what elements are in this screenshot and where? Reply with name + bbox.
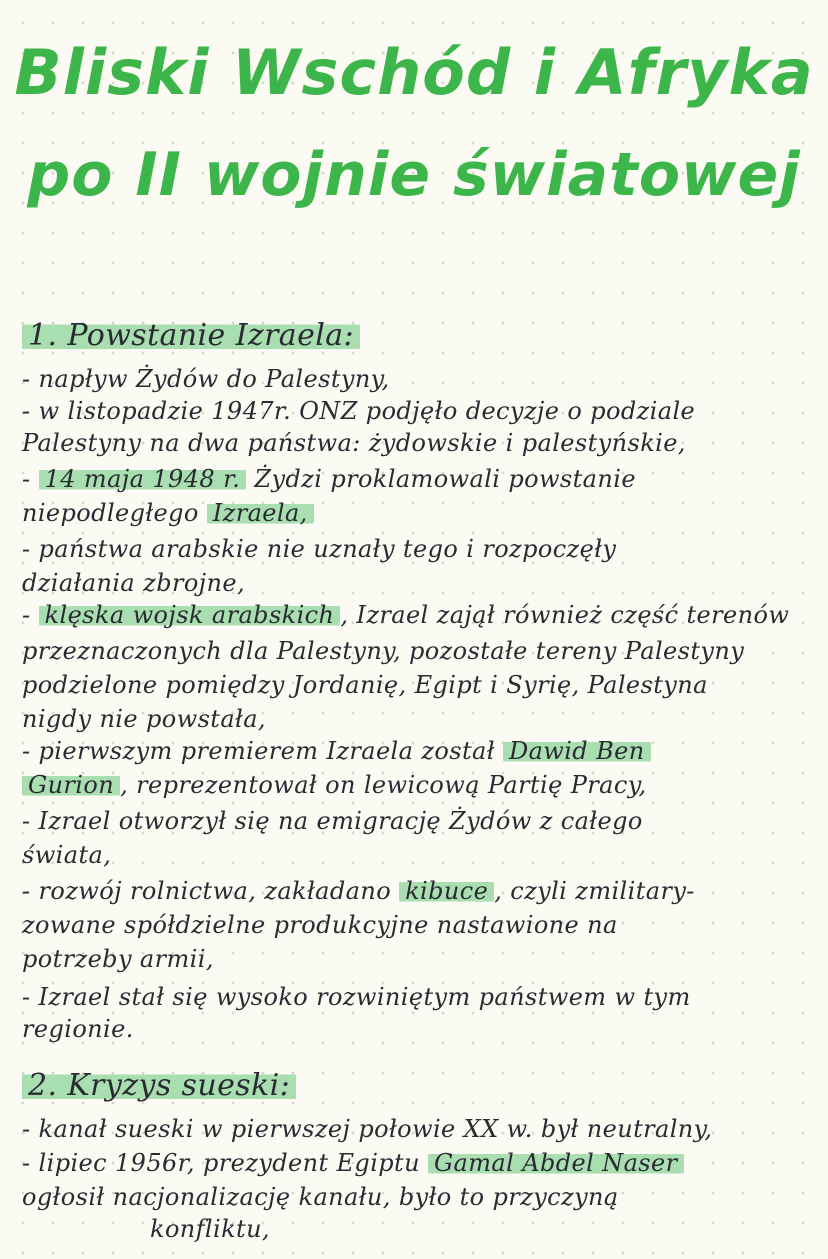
note-text: -	[22, 601, 39, 629]
note-text: niepodległego	[22, 499, 207, 527]
note-line: - w listopadzie 1947r. ONZ podjęło decyzje o podziale	[22, 397, 696, 425]
note-line: - kanał sueski w pierwszej połowie XX w. był neutralny,	[22, 1115, 713, 1143]
section-1-heading-text: 1. Powstanie Izraela:	[22, 318, 360, 353]
note-text: Żydzi proklamowali powstanie	[246, 465, 636, 493]
highlight-ben-gurion-2: Gurion	[22, 771, 120, 799]
note-line	[22, 1146, 684, 1180]
note-text: , Izrael zajął również część terenów	[340, 601, 790, 629]
note-line: - państwa arabskie nie uznały tego i rozpoczęły	[22, 535, 617, 563]
note-text: - rozwój rolnictwa, zakładano	[22, 877, 400, 905]
note-line: konfliktu,	[150, 1215, 270, 1243]
note-line	[22, 874, 695, 908]
highlight-kibuce: kibuce	[399, 877, 494, 905]
note-line	[22, 734, 651, 768]
note-line: ogłosił nacjonalizację kanału, było to przyczyną	[22, 1183, 619, 1211]
section-2-heading	[22, 1066, 296, 1106]
note-line: nigdy nie powstała,	[22, 705, 266, 733]
note-line: działania zbrojne,	[22, 569, 246, 597]
note-line: - Izrael stał się wysoko rozwiniętym państwem w tym	[22, 983, 691, 1011]
note-line: świata,	[22, 841, 112, 869]
note-line	[22, 496, 314, 530]
note-line: - Izrael otworzył się na emigrację Żydów z całego	[22, 807, 643, 835]
highlight-naser: Gamal Abdel Naser	[428, 1149, 684, 1177]
note-text: - pierwszym premierem Izraela został	[22, 737, 503, 765]
title-line-1: Bliski Wschód i Afryka	[14, 36, 814, 109]
section-2-heading-text: 2. Kryzys sueski:	[22, 1068, 296, 1103]
note-line: regionie.	[22, 1015, 134, 1043]
highlight-date: 14 maja 1948 r.	[39, 465, 247, 493]
note-line	[22, 598, 789, 632]
note-line: - napływ Żydów do Palestyny,	[22, 365, 390, 393]
note-text: -	[22, 465, 39, 493]
highlight-ben-gurion-1: Dawid Ben	[503, 737, 651, 765]
note-line: potrzeby armii,	[22, 945, 214, 973]
highlight-izrael: Izraela,	[207, 499, 314, 527]
note-text: , czyli zmilitary-	[494, 877, 695, 905]
note-text: - lipiec 1956r, prezydent Egiptu	[22, 1149, 428, 1177]
note-line: zowane spółdzielne produkcyjne nastawione na	[22, 911, 618, 939]
note-text: , reprezentował on lewicową Partię Pracy,	[120, 771, 647, 799]
note-line: Palestyny na dwa państwa: żydowskie i palestyńskie,	[22, 429, 686, 457]
note-line: przeznaczonych dla Palestyny, pozostałe tereny Palestyny	[22, 637, 745, 665]
note-line	[22, 462, 636, 496]
title-line-2: po II wojnie światowej	[27, 140, 801, 210]
note-line: podzielone pomiędzy Jordanię, Egipt i Syrię, Palestyna	[22, 671, 708, 699]
section-1-heading	[22, 316, 360, 356]
note-line	[22, 768, 647, 802]
highlight-defeat: klęska wojsk arabskich	[39, 601, 341, 629]
